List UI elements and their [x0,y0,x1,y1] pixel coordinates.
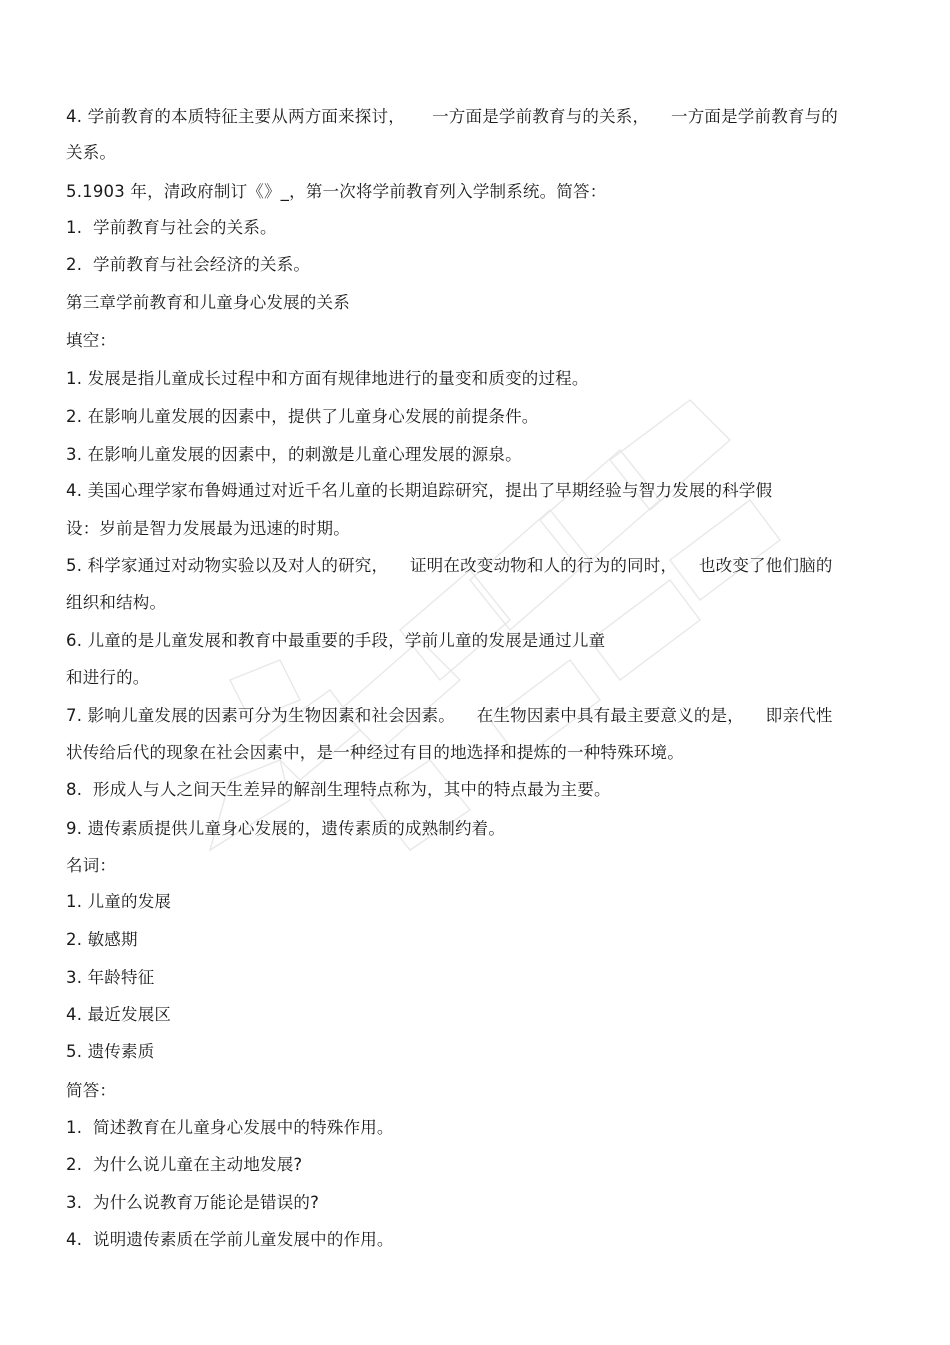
text-line: 2. 敏感期 [66,930,138,949]
text-line: 4. 学前教育的本质特征主要从两方面来探讨， 一方面是学前教育与的关系， 一方面是学前教育与的 [66,107,838,126]
text-line: 设：岁前是智力发展最为迅速的时期。 [66,519,350,538]
text-line: 1. 学前教育与社会的关系。 [66,218,277,237]
text-line: 5.1903 年，清政府制订《》_，第一次将学前教育列入学制系统。简答： [66,182,607,201]
text-line: 1. 儿童的发展 [66,892,172,911]
text-line: 2. 学前教育与社会经济的关系。 [66,255,311,274]
text-line: 8. 形成人与人之间天生差异的解剖生理特点称为，其中的特点最为主要。 [66,780,611,799]
text-line: 2. 在影响儿童发展的因素中，提供了儿童身心发展的前提条件。 [66,407,539,426]
text-line: 和进行的。 [66,668,150,687]
text-line: 填空： [66,331,117,350]
text-line: 状传给后代的现象在社会因素中，是一种经过有目的地选择和提炼的一种特殊环境。 [66,743,684,762]
text-line: 4. 最近发展区 [66,1005,172,1024]
text-line: 5. 遗传素质 [66,1042,155,1061]
text-line: 简答： [66,1081,117,1100]
text-line: 3. 年龄特征 [66,968,155,987]
text-line: 9. 遗传素质提供儿童身心发展的，遗传素质的成熟制约着。 [66,819,506,838]
text-line: 3. 为什么说教育万能论是错误的? [66,1193,320,1212]
text-line: 关系。 [66,143,117,162]
text-line: 1. 简述教育在儿童身心发展中的特殊作用。 [66,1118,394,1137]
text-line: 组织和结构。 [66,593,167,612]
text-line: 7. 影响儿童发展的因素可分为生物因素和社会因素。 在生物因素中具有最主要意义的是， 即亲代性 [66,706,833,725]
text-line: 4. 美国心理学家布鲁姆通过对近千名儿童的长期追踪研究，提出了早期经验与智力发展的科学假 [66,481,773,500]
text-line: 名词： [66,856,117,875]
text-line: 2. 为什么说儿童在主动地发展? [66,1155,303,1174]
text-line: 1. 发展是指儿童成长过程中和方面有规律地进行的量变和质变的过程。 [66,369,589,388]
text-line: 5. 科学家通过对动物实验以及对人的研究， 证明在改变动物和人的行为的同时， 也改变了他们脑的 [66,556,833,575]
text-line: 4. 说明遗传素质在学前儿童发展中的作用。 [66,1230,394,1249]
text-line: 3. 在影响儿童发展的因素中，的刺激是儿童心理发展的源泉。 [66,445,522,464]
text-line: 第三章学前教育和儿童身心发展的关系 [66,293,350,312]
text-line: 6. 儿童的是儿童发展和教育中最重要的手段，学前儿童的发展是通过儿童 [66,631,606,650]
